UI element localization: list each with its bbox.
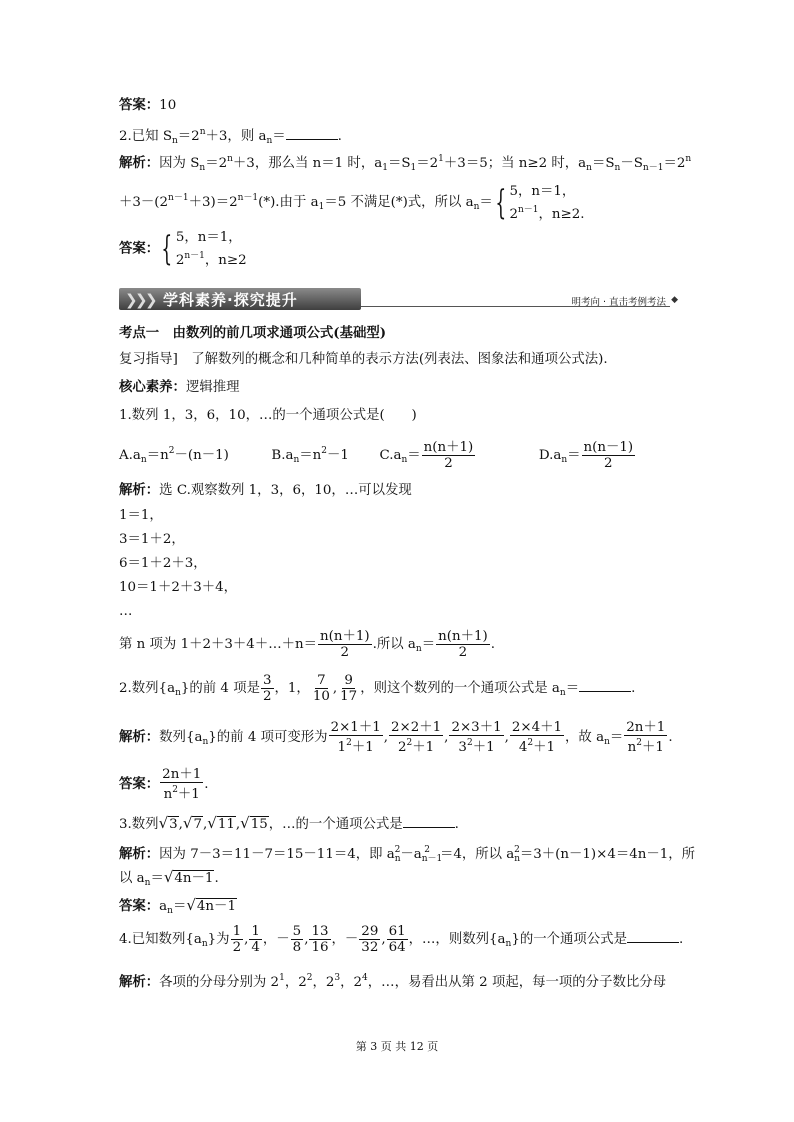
frac-den: 2 bbox=[444, 456, 453, 471]
sol-text: ，易看出从第 2 项起，每一项的分子数比分母 bbox=[394, 975, 667, 990]
q2-answer: 答案： $\frac{2n+1}{n^2+1}$ . bbox=[119, 767, 209, 802]
frac-num: 3 bbox=[262, 673, 272, 688]
opt-text: ＝n bbox=[299, 448, 322, 463]
case-1: 5，n＝1， bbox=[509, 183, 576, 199]
brace-icon: { bbox=[495, 182, 507, 223]
q3-solution-2: 以 $a_n=√4n-1$. bbox=[119, 868, 219, 888]
fraction bbox=[261, 673, 274, 704]
sol-text: ＝2 bbox=[416, 156, 439, 171]
sol-text: 数列{a bbox=[159, 730, 203, 745]
opt-text: ＝n bbox=[146, 448, 169, 463]
option-b: $B.a_n=n^2-1$ bbox=[271, 446, 349, 465]
sol-text: ＝ bbox=[150, 871, 164, 886]
sol-text: 因为 7－3＝11－7＝15－11＝4，即 a bbox=[159, 847, 395, 862]
frac-den: 16 bbox=[311, 940, 329, 955]
answer-label: 答案： bbox=[119, 898, 160, 914]
sol-text: 因为 S bbox=[159, 156, 200, 171]
fraction bbox=[359, 924, 380, 955]
den-plus: ＋1 bbox=[412, 740, 435, 755]
frac-den: $n^2+1$ bbox=[627, 738, 664, 755]
fraction bbox=[309, 924, 330, 955]
den-plus: ＋1 bbox=[351, 740, 374, 755]
sol-text: ＝2 bbox=[205, 156, 228, 171]
sol-text: }的前 4 项可变形为 bbox=[208, 730, 328, 745]
q-text: ＝2 bbox=[177, 129, 200, 144]
answer-label: 答案： bbox=[119, 240, 160, 257]
opt-text: C.a bbox=[379, 448, 402, 463]
sol-text: ＝3＋(n－1)×4＝4n－1，所 bbox=[519, 847, 696, 862]
frac-num: 7 bbox=[317, 673, 326, 688]
ans-text: a bbox=[159, 899, 168, 914]
answer-label: 答案： bbox=[119, 97, 160, 113]
q-text: }为 bbox=[207, 932, 230, 947]
fraction bbox=[449, 720, 503, 755]
answer-line bbox=[119, 96, 176, 115]
den-plus: ＋1 bbox=[177, 787, 200, 802]
frac-den: 2 bbox=[604, 456, 613, 471]
radicand: 11 bbox=[217, 817, 235, 832]
case-cond: ，n≥2 bbox=[204, 253, 247, 268]
fraction bbox=[329, 720, 383, 755]
guide-text: 了解数列的概念和几种简单的表示方法(列表法、图象法和通项公式法). bbox=[191, 352, 608, 367]
radicand: 7 bbox=[193, 817, 203, 832]
fraction bbox=[338, 673, 359, 704]
sol-text: ＝5 不满足(*)式，所以 a bbox=[324, 195, 474, 210]
case-1: 5，n＝1， bbox=[175, 230, 242, 245]
radicand: 4n－1 bbox=[174, 871, 214, 886]
sol-text: ＝S bbox=[387, 156, 411, 171]
chevron-right-icon: ❯ bbox=[145, 291, 158, 309]
den-plus: ＋1 bbox=[533, 740, 556, 755]
q1-solution bbox=[119, 481, 412, 500]
fraction bbox=[389, 720, 443, 755]
den-plus: ＋1 bbox=[642, 740, 664, 755]
den-base: 1 bbox=[337, 740, 347, 755]
case-2 bbox=[509, 201, 584, 224]
den-base: n bbox=[627, 740, 637, 755]
den-base: 4 bbox=[518, 740, 528, 755]
sol-text: 选 C.观察数列 1，3，6，10，…可以发现 bbox=[159, 483, 412, 498]
q-text: . bbox=[337, 129, 342, 144]
frac-num: 2n＋1 bbox=[626, 720, 666, 735]
core-line bbox=[119, 378, 240, 397]
solution-line-1: 解析：因为 $S_n=2^n+3$，那么当 n＝1 时，$a_1=S_1=2^1+3=5$；当 n≥2 时，$a_n=S_n-S_{n-1}=2^n$ bbox=[119, 154, 692, 173]
frac-num: 1 bbox=[232, 924, 242, 939]
frac-num: n(n－1) bbox=[583, 440, 634, 455]
frac-num: n(n＋1) bbox=[320, 629, 370, 644]
sol-text: ＝ bbox=[479, 195, 493, 210]
option-d: $D.a_n=$ $\frac{n(n-1)}{2}$ bbox=[538, 440, 634, 471]
fraction bbox=[510, 720, 564, 755]
frac-den: 17 bbox=[340, 689, 358, 704]
frac-den: $1^2+1$ bbox=[337, 738, 374, 755]
chevron-right-icon: ❯ bbox=[135, 291, 148, 309]
q-text: 2.已知 S bbox=[119, 129, 172, 144]
bracket-icon: ] bbox=[172, 352, 192, 367]
case-base: 2 bbox=[175, 253, 185, 268]
opt-text: －1 bbox=[327, 448, 349, 463]
sol-text: ＋3，那么当 n＝1 时，a bbox=[232, 156, 383, 171]
frac-den: 64 bbox=[388, 940, 406, 955]
answer-label: 答案： bbox=[119, 776, 160, 792]
fraction bbox=[582, 440, 636, 471]
sol-text: .所以 a bbox=[372, 637, 416, 652]
frac-den: 2 bbox=[262, 689, 272, 704]
frac-den: $n^2+1$ bbox=[163, 785, 200, 802]
frac-den: 32 bbox=[361, 940, 379, 955]
banner-subtitle: 明考向 · 直击考例考法 bbox=[571, 297, 666, 308]
case-base: 2 bbox=[509, 206, 518, 222]
den-plus: ＋1 bbox=[472, 740, 495, 755]
solution-label: 解析： bbox=[119, 729, 160, 745]
ans-text: ＝ bbox=[172, 899, 187, 914]
fraction bbox=[249, 924, 262, 955]
frac-num: n(n＋1) bbox=[423, 440, 474, 455]
q1-row: … bbox=[119, 604, 133, 619]
frac-num: 13 bbox=[311, 924, 329, 939]
sol-text: (*).由于 a bbox=[258, 195, 319, 210]
answer-blank bbox=[286, 127, 338, 140]
fraction bbox=[231, 924, 244, 955]
sqrt: √15 bbox=[240, 814, 268, 832]
frac-num: 5 bbox=[292, 924, 302, 939]
frac-num: 2×3＋1 bbox=[451, 720, 502, 735]
banner-bar bbox=[119, 288, 361, 310]
banner-title: 学科素养·探究提升 bbox=[163, 291, 298, 309]
solution-label: 解析： bbox=[119, 155, 160, 171]
sol-text: ，故 a bbox=[565, 730, 605, 745]
solution-line-2: $+3-(2^{n-1}+3)=2^{n-1}(*)$.由于 $a_1=5$ 不满足(*)式，所以 $a_n=${ 5，n＝1， $2^{n-1}$，n≥2. bbox=[119, 182, 585, 223]
frac-den: $2^2+1$ bbox=[397, 738, 435, 755]
case-exp: n－1 bbox=[517, 204, 539, 215]
sol-text: ＋3)＝2 bbox=[188, 195, 238, 210]
q-text: 2.数列{a bbox=[119, 681, 176, 696]
q3-stem: 3.数列√3,√7,√11,√15，…的一个通项公式是 . bbox=[119, 814, 459, 832]
section-banner bbox=[119, 288, 678, 314]
opt-text: D.a bbox=[538, 448, 562, 463]
q1-options bbox=[119, 433, 636, 478]
q-text: ＋3，则 a bbox=[205, 129, 267, 144]
frac-num: n(n＋1) bbox=[438, 629, 488, 644]
sol-text: 第 n 项为 1＋2＋3＋4＋…＋n＝ bbox=[119, 637, 318, 652]
chevron-right-icon: ❯ bbox=[125, 291, 138, 309]
q-text: ，…，则数列{a bbox=[408, 932, 506, 947]
frac-den: 10 bbox=[312, 689, 330, 704]
den-base: n bbox=[163, 787, 173, 802]
frac-num: 2×2＋1 bbox=[391, 720, 442, 735]
solution-label: 解析： bbox=[119, 482, 160, 498]
q-text: ，则这个数列的一个通项公式是 a bbox=[360, 681, 560, 696]
answer-blank bbox=[579, 679, 631, 692]
case-2 bbox=[176, 247, 247, 270]
answer-2 bbox=[119, 228, 247, 270]
option-a: $A.a_n=n^2-(n-1)$ bbox=[119, 446, 229, 465]
radicand: 15 bbox=[250, 817, 268, 832]
frac-den: 8 bbox=[292, 940, 302, 955]
q4-solution: 解析：各项的分母分别为 $2^1$，$2^2$，$2^3$，$2^4$，…，易看出从第 2 项起，每一项的分子数比分母 bbox=[119, 973, 667, 990]
q3-solution-1: 解析：因为 7－3＝11－7＝15－11＝4，即 $a_n^2-a_{n-1}^2 =4$，所以 $a_n^2=3+(n-1)\times 4=4n-1$，所 bbox=[119, 845, 696, 864]
q2-stem: 2.数列$\{a_n\}$的前 4 项是 $\frac{3}{2}$ ，1， $\frac{7}{10}$ , $\frac{9}{17}$ ，则这个数列的一个通项公式是 $a_n=$ . bbox=[119, 673, 636, 704]
sol-text: . bbox=[490, 637, 495, 652]
piecewise bbox=[176, 228, 247, 270]
radicand: 3 bbox=[169, 817, 178, 832]
q1-nth: 第 n 项为 1＋2＋3＋4＋…＋n＝ $\frac{n(n+1)}{2}$ .所以 $a_n=$ $\frac{n(n+1)}{2}$ . bbox=[119, 629, 495, 660]
frac-num: 2n＋1 bbox=[162, 767, 202, 782]
frac-num: 2×1＋1 bbox=[330, 720, 381, 735]
core-text: 逻辑推理 bbox=[185, 380, 240, 395]
sqrt: √11 bbox=[207, 814, 235, 832]
sol-text: 以 a bbox=[119, 871, 145, 886]
q-text: ，1， bbox=[274, 681, 310, 696]
q3-answer: 答案：$a_n=√4n-1$ bbox=[119, 896, 236, 916]
q1-row: 1＝1， bbox=[119, 508, 163, 523]
q2-solution: 解析：数列$\{a_n\}$的前 4 项可变形为 $\frac{2\times 1+1}{1^2+1}$ , $\frac{2\times 2+1}{2^2+1}$ , $\frac{2\times 3+1}{3^2+1}$ , $\frac{2\times 4+1}{4^2+1}$ ，故 $a_n=$ $\frac{2n+1}{n^2+1}$ . bbox=[119, 720, 673, 755]
frac-den: $3^2+1$ bbox=[458, 738, 495, 755]
sol-text: ＋3－(2 bbox=[119, 195, 169, 210]
answer-blank bbox=[627, 930, 679, 943]
fraction bbox=[160, 767, 203, 802]
frac-num: 9 bbox=[344, 673, 353, 688]
q1-row: 3＝1＋2， bbox=[119, 532, 185, 547]
frac-den: 2 bbox=[458, 645, 468, 660]
sol-text: －a bbox=[400, 847, 422, 862]
fraction bbox=[318, 629, 372, 660]
q-text: 4.已知数列{a bbox=[119, 932, 202, 947]
frac-num: 2×4＋1 bbox=[511, 720, 563, 735]
opt-text: －(n－1) bbox=[174, 448, 229, 463]
frac-den: 2 bbox=[232, 940, 242, 955]
frac-num: 61 bbox=[388, 924, 406, 939]
opt-text: A.a bbox=[119, 448, 141, 463]
section-heading: 考点一 由数列的前几项求通项公式(基础型) bbox=[119, 325, 387, 341]
option-c: $C.a_n=$ $\frac{n(n+1)}{2}$ bbox=[379, 440, 474, 471]
radicand: 4n－1 bbox=[196, 899, 236, 914]
piecewise bbox=[509, 182, 584, 224]
page-footer: 第 3 页 共 12 页 bbox=[355, 1040, 439, 1053]
frac-den: $4^2+1$ bbox=[518, 738, 556, 755]
sqrt: √4n－1 bbox=[163, 868, 214, 886]
sol-text: ＋3＝5；当 n≥2 时，a bbox=[443, 156, 587, 171]
guide-label: 复习指导 bbox=[119, 352, 173, 367]
core-label: 核心素养： bbox=[119, 379, 186, 395]
sqrt: √3 bbox=[158, 814, 178, 832]
q1-row: 10＝1＋2＋3＋4， bbox=[119, 580, 238, 595]
q1-row: 6＝1＋2＋3， bbox=[119, 556, 207, 571]
q-text: }的一个通项公式是 bbox=[511, 932, 627, 947]
den-base: 2 bbox=[397, 740, 407, 755]
q-text: }的前 4 项是 bbox=[180, 681, 260, 696]
fraction bbox=[422, 440, 476, 471]
q-text: ，…的一个通项公式是 bbox=[268, 817, 403, 832]
den-base: 3 bbox=[458, 740, 467, 755]
q-text: ＝ bbox=[565, 681, 580, 696]
fraction bbox=[311, 673, 332, 704]
guide-line bbox=[119, 351, 608, 369]
answer-value: 10 bbox=[159, 98, 177, 113]
fraction bbox=[624, 720, 667, 755]
frac-num: 29 bbox=[361, 924, 379, 939]
brace-icon: { bbox=[161, 229, 173, 269]
sol-text: ＝4，所以 a bbox=[439, 847, 515, 862]
q-text: ＝ bbox=[272, 129, 286, 144]
answer-blank bbox=[403, 815, 455, 828]
q-text: 3.数列 bbox=[119, 817, 159, 832]
fraction bbox=[436, 629, 490, 660]
q1-stem: 1.数列 1，3，6，10，…的一个通项公式是( ) bbox=[119, 408, 417, 423]
diamond-icon: ◆ bbox=[671, 295, 678, 305]
frac-num: 1 bbox=[251, 924, 260, 939]
fraction bbox=[291, 924, 304, 955]
sol-text: 各项的分母分别为 2 bbox=[159, 975, 280, 990]
opt-text: B.a bbox=[271, 448, 294, 463]
solution-label: 解析： bbox=[119, 846, 160, 862]
question-2-prev: 2.已知 $S_n=2^n+3$，则 $a_n=$ . bbox=[119, 127, 342, 146]
q4-stem: 4.已知数列$\{a_n\}$为 $\frac{1}{2}$ , $\frac{1}{4}$ ，－ $\frac{5}{8}$ , $\frac{13}{16}$ ，－ $\frac{29}{32}$ , $\frac{61}{64}$ ，…，则数列$\{a_n\}$的一个通项公式是 . bbox=[119, 924, 684, 955]
frac-den: 2 bbox=[340, 645, 350, 660]
frac-den: 4 bbox=[251, 940, 260, 955]
sol-text: －S bbox=[620, 156, 643, 171]
case-cond: ，n≥2. bbox=[538, 206, 585, 222]
sqrt: √7 bbox=[182, 814, 203, 832]
fraction bbox=[387, 924, 408, 955]
sol-text: ＝2 bbox=[663, 156, 686, 171]
sqrt: √4n－1 bbox=[186, 896, 236, 914]
solution-label: 解析： bbox=[119, 974, 160, 990]
case-exp: n－1 bbox=[184, 251, 205, 261]
sol-text: ＝S bbox=[591, 156, 615, 171]
